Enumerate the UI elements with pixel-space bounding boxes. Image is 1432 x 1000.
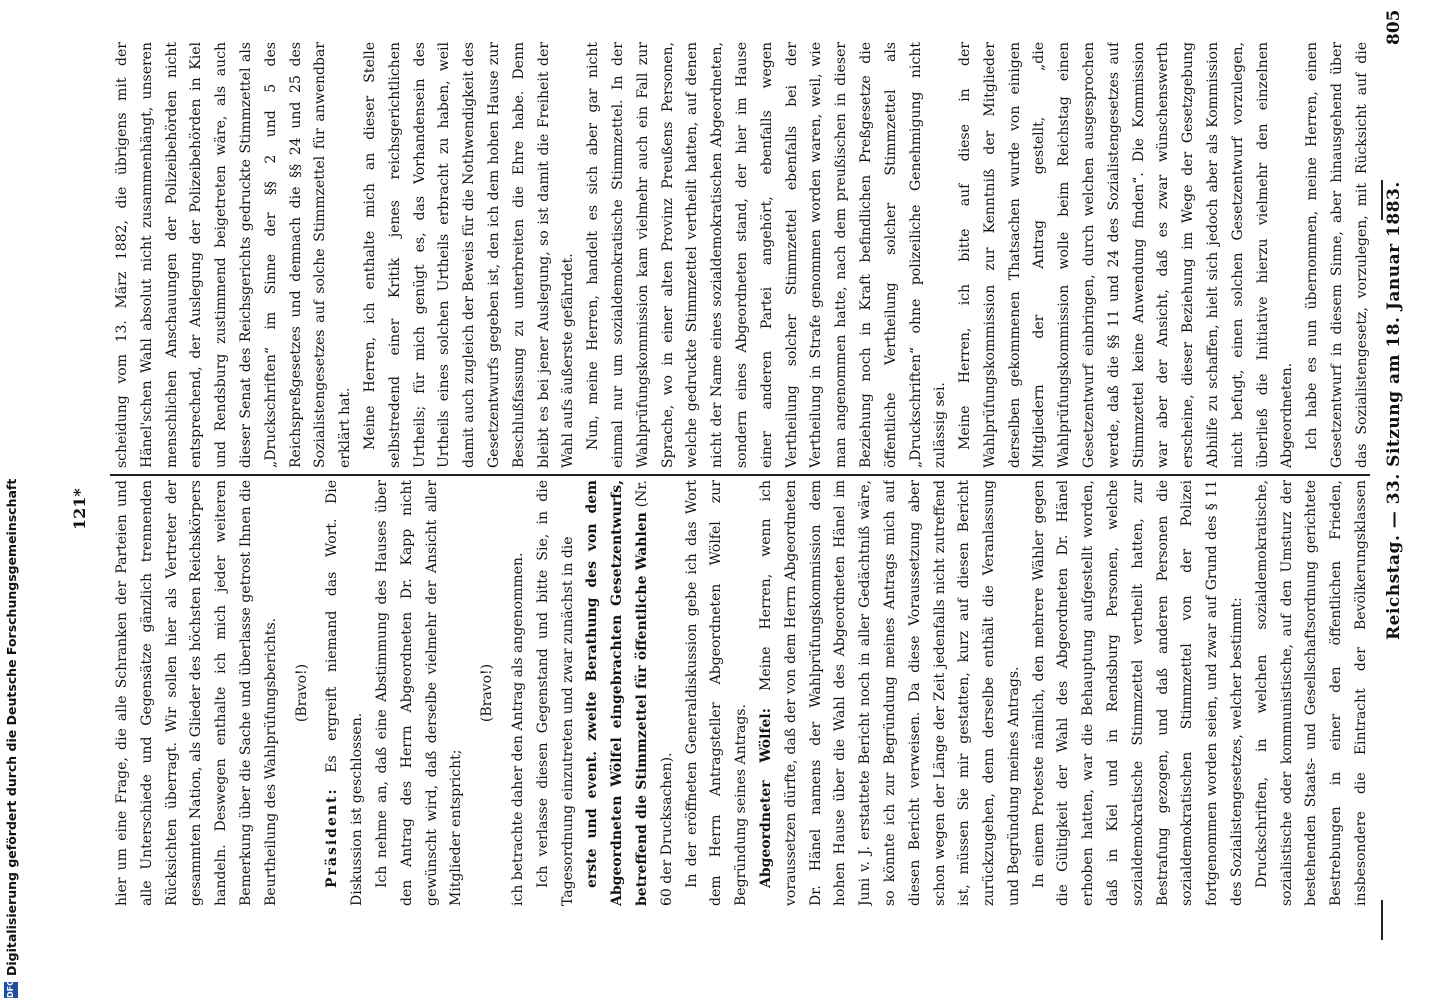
paragraph <box>754 480 1027 906</box>
text-column-right <box>110 42 1370 468</box>
digitization-credit <box>4 0 22 1000</box>
applause-note: (Bravo!) <box>479 663 496 723</box>
speech-text: Meine Herren, wenn ich voraussetzen dürfte, daß der von dem Herrn Abgeordneten Dr. Hänel namens der Wahlprüfungskommission dem hohen Hause über die Wahl des Abgeordneten Hänel im Juni v. J. erstattete Bericht noch in aller Gedächtniß wäre, so könnte ich zur Begründung meines Antrags mich auf diesen Bericht verweisen. Da diese Voraussetzung aber schon wegen der Länge der Zeit jedenfalls nicht zutreffend ist, müssen Sie mir gestatten, kurz auf diesen Bericht zurückzugehen, denn derselbe enthält die Veranlassung und Begründung meines Antrags. <box>757 480 1022 906</box>
page-header <box>1381 0 1404 1000</box>
paragraph: Ich verlasse diesen Gegenstand und bitte Sie, in die Tagesordnung einzutreten und zwar zunächst in die <box>534 480 576 906</box>
credit-text: Digitalisierung gefördert durch die Deutsche Forschungsgemeinschaft <box>4 478 19 976</box>
paragraph <box>320 480 370 906</box>
agenda-item-title: erste und event. zweite Berathung des von dem Abgeordneten Wölfel eingebrachten Gesetzentwurfs, betreffend die Stimmzettel für öffentliche Wahlen <box>584 480 650 906</box>
column-divider <box>110 474 1370 476</box>
agenda-item-ref: (Nr. 60 der Drucksachen). <box>633 480 675 906</box>
speaker-name: Abgeordneter Wölfel: <box>757 708 774 888</box>
running-title: Reichstag. — 33. Sitzung am 18. Januar 1883. <box>1384 181 1404 640</box>
speech-text: Es ergreift niemand das Wort. Die Diskussion ist geschlossen. <box>324 480 366 906</box>
paragraph: Meine Herren, ich enthalte mich an dieser Stelle selbstredend einer Kritik jenes reichsgerichtlichen Urtheils; für mich genügt es, das Vorhandensein des Urtheils eines solchen Urtheils erbracht zu haben, weil damit auch zugleich der Beweis für die Nothwendigkeit des Gesetzentwurfs gegeben ist, den ich dem hohen Hause zur Beschlußfassung zu unterbreiten die Ehre habe. Denn bleibt es bei jener Auslegung, so ist damit die Freiheit der Wahl aufs äußerste gefährdet. <box>361 42 577 468</box>
paragraph: In einem Proteste nämlich, den mehrere Wähler gegen die Gültigkeit der Wahl des Abgeordneten Dr. Hänel erhoben hatten, war die Behauptung aufgestellt worden, daß in Kiel und in Rendsburg Personen, welche sozialdemokratische Stimmzettel vertheilt hatten, zur Bestrafung gezogen, und daß anderen Personen die sozialdemokratischen Stimmzettel von der Polizei fortgenommen worden seien, und zwar auf Grund des § 11 des Sozialistengesetzes, welcher bestimmt: <box>1030 480 1246 906</box>
paragraph: Ich nehme an, daß eine Abstimmung des Hauses über den Antrag des Herrn Abgeordneten Dr. Kapp nicht gewünscht wird, daß derselbe vielmehr der Ansicht aller Mitglieder entspricht; <box>373 480 465 906</box>
paragraph: Nun, meine Herren, handelt es sich aber gar nicht einmal nur um sozialdemokratische Stimmzettel. In der Wahlprüfungskommission kam vielmehr auch ein Fall zur Sprache, wo in einer alten Provinz Preußens Personen, welche gedruckte Stimmzettel vertheilt hatten, auf denen nicht der Name eines sozialdemokratischen Abgeordneten, sondern eines Abgeordneten stand, der hier im Hause einer anderen Partei angehört, ebenfalls wegen Vertheilung solcher Stimmzettel ebenfalls bei der Vertheilung in Strafe genommen worden waren, weil, wie man angenommen hatte, nach dem preußischen in dieser Beziehung noch in Kraft befindlichen Preßgesetze die öffentliche Vertheilung solcher Stimmzettel als „Druckschriften“ ohne polizeiliche Genehmigung nicht zulässig sei. <box>585 42 949 468</box>
applause-note: (Bravo!) <box>293 663 310 723</box>
quoted-law: Druckschriften, in welchen sozialdemokratische, sozialistische oder kommunistische, auf den Umsturz der bestehenden Staats- und Gesellschaftsordnung gerichtete Bestrebungen in einer den öffentlichen Frieden, insbesondere die Eintracht der Bevölkerungsklassen <box>1253 480 1370 906</box>
paragraph: Ich habe es nun übernommen, meine Herren, einen Gesetzentwurf in diesem Sinne, aber hinausgehend über das Sozialistengesetz, vorzulegen, mit Rücksicht auf die <box>1304 42 1370 468</box>
header-rule-left <box>1381 900 1383 940</box>
text-column-left <box>110 480 1370 906</box>
paragraph: In der eröffneten Generaldiskussion gebe ich das Wort dem Herrn Antragsteller Abgeordneten Wölfel zur Begründung seines Antrags. <box>683 480 750 906</box>
speaker-name: Präsident: <box>324 787 341 888</box>
dfg-logo: DFG <box>4 982 18 998</box>
page-number: 805 <box>1384 9 1404 45</box>
page-signature: 121* <box>70 488 89 530</box>
paragraph: Meine Herren, ich bitte auf diese in der Wahlprüfungskommission zur Kenntniß der Mitglieder derselben gekommenen Thatsachen wurde von einigen Mitgliedern der Antrag gestellt, „die Wahlprüfungskommission wolle beim Reichstag einen Gesetzentwurf einbringen, durch welchen ausgesprochen werde, daß die §§ 11 und 24 des Sozialistengesetzes auf Stimmzettel keine Anwendung finden“. Die Kommission war aber der Ansicht, daß es zwar wünschenswerth erscheine, dieser Beziehung im Wege der Gesetzgebung Abhilfe zu schaffen, hielt sich jedoch aber als Kommission nicht befugt, einen solchen Gesetzentwurf vorzulegen, überließ die Initiative hierzu vielmehr den einzelnen Abgeordneten. <box>957 42 1296 468</box>
paragraph: hier um eine Frage, die alle Schranken der Parteien und alle Unterschiede und Gegensätze gänzlich trennenden Rücksichten überragt. Wir sollen hier als Vertreter der gesammten Nation, als Glieder des höchsten Reichskörpers handeln. Deswegen enthalte ich mich jeder weiteren Bemerkung über die Sache und überlasse getrost Ihnen die Beurtheilung des Wahlprüfungsberichts. <box>114 480 279 906</box>
paragraph: scheidung vom 13. März 1882, die übrigens mit der Hänel'schen Wahl absolut nicht zusammenhängt, unseren menschlichen Anschauungen der Polizeibehörden nicht entsprechend, der Auslegung der Polizeibehörden in Kiel und Rendsburg zustimmend beigetreten wäre, als auch dieser Senat des Reichsgerichts gedruckte Stimmzettel als „Druckschriften“ im Sinne der §§ 2 und 5 des Reichspreßgesetzes und demnach die §§ 24 und 25 des Sozialistengesetzes auf solche Stimmzettel für anwendbar erklärt hat. <box>114 42 354 468</box>
paragraph: ich betrachte daher den Antrag als angenommen. <box>509 552 526 906</box>
agenda-item <box>580 480 679 906</box>
header-rule-right <box>1381 180 1383 220</box>
